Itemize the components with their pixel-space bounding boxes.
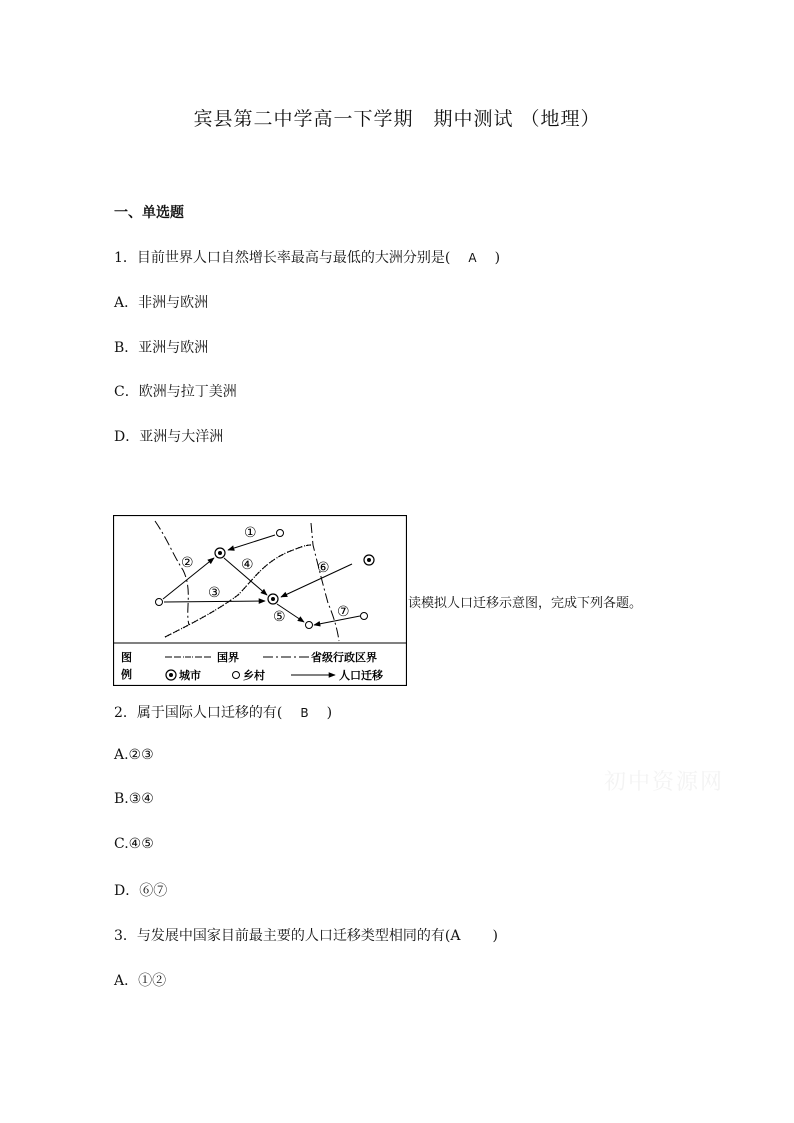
legend-national-border: 国界 (217, 651, 239, 664)
q1-option-d: D．亚洲与大洋洲 (114, 429, 224, 445)
q2-option-c: C.④⑤ (114, 836, 154, 852)
legend-provincial-border: 省级行政区界 (311, 651, 377, 664)
village-a (277, 530, 284, 537)
legend-village: 乡村 (243, 669, 265, 682)
city-c (364, 555, 374, 565)
q1-option-a: A．非洲与欧洲 (114, 295, 209, 311)
legend-migration: 人口迁移 (339, 669, 383, 682)
label-7: ⑦ (337, 604, 350, 620)
question-2 (114, 702, 332, 722)
q2-option-d: D．⑥⑦ (114, 883, 168, 899)
label-4: ④ (241, 557, 254, 573)
q2-option-b: B.③④ (114, 791, 154, 807)
page-title: 宾县第二中学高一下学期 期中测试 （地理） (193, 108, 601, 130)
migration-map (113, 515, 407, 686)
question-2-text: 2．属于国际人口迁移的有( (114, 705, 283, 721)
city-a (215, 548, 225, 558)
legend-city-icon (166, 670, 176, 680)
village-b (156, 599, 163, 606)
label-6: ⑥ (317, 560, 330, 576)
question-2-close: ) (326, 705, 333, 721)
figure-caption: 读模拟人口迁移示意图，完成下列各题。 (408, 596, 643, 611)
legend-village-icon (233, 672, 240, 679)
legend-title-bottom: 例 (121, 668, 132, 681)
legend-city: 城市 (179, 669, 201, 682)
village-c (306, 622, 313, 629)
city-b (268, 594, 278, 604)
q3-option-a: A．①② (114, 973, 167, 989)
question-3-text: 3．与发展中国家目前最主要的人口迁移类型相同的有(A (114, 928, 461, 944)
label-1: ① (244, 525, 257, 541)
legend-title-top: 图 (121, 651, 132, 664)
question-1-answer: A (468, 251, 477, 265)
question-3-close: ) (492, 928, 498, 944)
q1-option-b: B．亚洲与欧洲 (114, 340, 209, 356)
village-d (361, 613, 368, 620)
question-3 (114, 925, 498, 945)
watermark: 初中资源网 (604, 770, 725, 795)
q1-option-c: C．欧洲与拉丁美洲 (114, 384, 237, 400)
question-1 (114, 247, 500, 267)
question-1-text: 1．目前世界人口自然增长率最高与最低的大洲分别是( (114, 250, 451, 266)
label-5: ⑤ (273, 609, 286, 625)
question-1-close: ) (494, 250, 501, 266)
label-3: ③ (208, 585, 221, 601)
q2-option-a: A.②③ (114, 747, 154, 763)
section-heading: 一、单选题 (114, 205, 184, 221)
label-2: ② (181, 555, 194, 571)
question-2-answer: B (300, 706, 309, 720)
